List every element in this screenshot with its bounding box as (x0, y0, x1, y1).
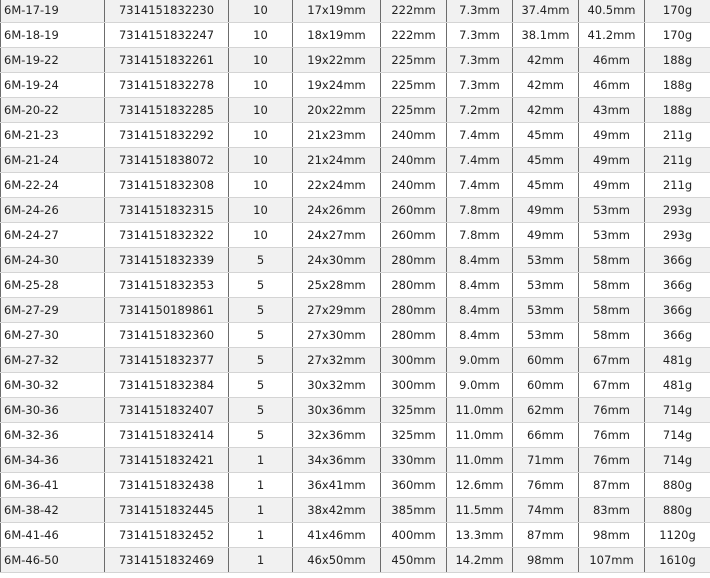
head-a-cell: 42mm (513, 98, 579, 123)
length-cell: 225mm (381, 98, 447, 123)
model-cell: 6M-27-30 (1, 323, 105, 348)
size-cell: 30x36mm (293, 398, 381, 423)
head-b-cell: 46mm (579, 73, 645, 98)
ean-cell: 7314151832261 (105, 48, 229, 73)
pack-qty-cell: 10 (229, 198, 293, 223)
ean-cell: 7314151832445 (105, 498, 229, 523)
head-b-cell: 49mm (579, 148, 645, 173)
table-row (1, 273, 710, 298)
head-b-cell: 58mm (579, 248, 645, 273)
weight-cell: 1610g (645, 548, 710, 573)
length-cell: 280mm (381, 273, 447, 298)
table-row (1, 173, 710, 198)
length-cell: 225mm (381, 73, 447, 98)
head-a-cell: 38.1mm (513, 23, 579, 48)
thickness-cell: 11.5mm (447, 498, 513, 523)
weight-cell: 366g (645, 273, 710, 298)
length-cell: 300mm (381, 373, 447, 398)
weight-cell: 714g (645, 448, 710, 473)
head-a-cell: 60mm (513, 348, 579, 373)
ean-cell: 7314151832438 (105, 473, 229, 498)
model-cell: 6M-27-32 (1, 348, 105, 373)
model-cell: 6M-41-46 (1, 523, 105, 548)
spec-table-body (1, 0, 710, 573)
pack-qty-cell: 10 (229, 48, 293, 73)
table-row (1, 373, 710, 398)
length-cell: 280mm (381, 248, 447, 273)
pack-qty-cell: 5 (229, 323, 293, 348)
length-cell: 325mm (381, 423, 447, 448)
head-b-cell: 58mm (579, 323, 645, 348)
size-cell: 20x22mm (293, 98, 381, 123)
thickness-cell: 7.4mm (447, 173, 513, 198)
weight-cell: 366g (645, 298, 710, 323)
head-a-cell: 62mm (513, 398, 579, 423)
pack-qty-cell: 1 (229, 473, 293, 498)
head-b-cell: 53mm (579, 223, 645, 248)
weight-cell: 366g (645, 248, 710, 273)
table-row (1, 123, 710, 148)
length-cell: 280mm (381, 298, 447, 323)
head-a-cell: 76mm (513, 473, 579, 498)
head-b-cell: 53mm (579, 198, 645, 223)
head-a-cell: 71mm (513, 448, 579, 473)
head-a-cell: 37.4mm (513, 0, 579, 23)
table-row (1, 48, 710, 73)
model-cell: 6M-21-23 (1, 123, 105, 148)
weight-cell: 188g (645, 48, 710, 73)
size-cell: 46x50mm (293, 548, 381, 573)
length-cell: 260mm (381, 223, 447, 248)
head-a-cell: 42mm (513, 73, 579, 98)
weight-cell: 211g (645, 173, 710, 198)
head-b-cell: 107mm (579, 548, 645, 573)
table-row (1, 423, 710, 448)
thickness-cell: 14.2mm (447, 548, 513, 573)
head-b-cell: 46mm (579, 48, 645, 73)
size-cell: 36x41mm (293, 473, 381, 498)
weight-cell: 293g (645, 198, 710, 223)
length-cell: 240mm (381, 173, 447, 198)
thickness-cell: 7.4mm (447, 123, 513, 148)
weight-cell: 293g (645, 223, 710, 248)
ean-cell: 7314151832285 (105, 98, 229, 123)
model-cell: 6M-30-36 (1, 398, 105, 423)
thickness-cell: 11.0mm (447, 423, 513, 448)
thickness-cell: 7.4mm (447, 148, 513, 173)
length-cell: 360mm (381, 473, 447, 498)
table-row (1, 148, 710, 173)
head-a-cell: 60mm (513, 373, 579, 398)
head-b-cell: 67mm (579, 348, 645, 373)
pack-qty-cell: 10 (229, 98, 293, 123)
model-cell: 6M-18-19 (1, 23, 105, 48)
head-b-cell: 67mm (579, 373, 645, 398)
ean-cell: 7314151832308 (105, 173, 229, 198)
thickness-cell: 8.4mm (447, 323, 513, 348)
size-cell: 24x30mm (293, 248, 381, 273)
model-cell: 6M-21-24 (1, 148, 105, 173)
pack-qty-cell: 1 (229, 523, 293, 548)
model-cell: 6M-30-32 (1, 373, 105, 398)
length-cell: 325mm (381, 398, 447, 423)
size-cell: 17x19mm (293, 0, 381, 23)
head-a-cell: 49mm (513, 198, 579, 223)
thickness-cell: 13.3mm (447, 523, 513, 548)
length-cell: 225mm (381, 48, 447, 73)
ean-cell: 7314151832315 (105, 198, 229, 223)
table-row (1, 248, 710, 273)
length-cell: 222mm (381, 23, 447, 48)
head-b-cell: 83mm (579, 498, 645, 523)
weight-cell: 880g (645, 473, 710, 498)
model-cell: 6M-27-29 (1, 298, 105, 323)
size-cell: 24x27mm (293, 223, 381, 248)
table-row (1, 473, 710, 498)
head-a-cell: 74mm (513, 498, 579, 523)
model-cell: 6M-20-22 (1, 98, 105, 123)
head-a-cell: 53mm (513, 298, 579, 323)
model-cell: 6M-32-36 (1, 423, 105, 448)
ean-cell: 7314151832452 (105, 523, 229, 548)
ean-cell: 7314151832360 (105, 323, 229, 348)
length-cell: 222mm (381, 0, 447, 23)
weight-cell: 188g (645, 98, 710, 123)
model-cell: 6M-19-22 (1, 48, 105, 73)
model-cell: 6M-22-24 (1, 173, 105, 198)
weight-cell: 880g (645, 498, 710, 523)
weight-cell: 211g (645, 148, 710, 173)
model-cell: 6M-25-28 (1, 273, 105, 298)
size-cell: 38x42mm (293, 498, 381, 523)
weight-cell: 170g (645, 0, 710, 23)
table-row (1, 223, 710, 248)
pack-qty-cell: 5 (229, 373, 293, 398)
pack-qty-cell: 1 (229, 448, 293, 473)
table-row (1, 398, 710, 423)
pack-qty-cell: 10 (229, 73, 293, 98)
pack-qty-cell: 5 (229, 298, 293, 323)
head-b-cell: 49mm (579, 173, 645, 198)
model-cell: 6M-46-50 (1, 548, 105, 573)
table-row (1, 348, 710, 373)
thickness-cell: 7.3mm (447, 73, 513, 98)
head-b-cell: 76mm (579, 448, 645, 473)
length-cell: 400mm (381, 523, 447, 548)
thickness-cell: 7.8mm (447, 223, 513, 248)
head-a-cell: 53mm (513, 273, 579, 298)
size-cell: 19x22mm (293, 48, 381, 73)
weight-cell: 481g (645, 373, 710, 398)
model-cell: 6M-34-36 (1, 448, 105, 473)
head-b-cell: 76mm (579, 423, 645, 448)
ean-cell: 7314151832278 (105, 73, 229, 98)
ean-cell: 7314151832384 (105, 373, 229, 398)
model-cell: 6M-17-19 (1, 0, 105, 23)
pack-qty-cell: 1 (229, 548, 293, 573)
head-b-cell: 41.2mm (579, 23, 645, 48)
table-row (1, 323, 710, 348)
head-a-cell: 42mm (513, 48, 579, 73)
model-cell: 6M-19-24 (1, 73, 105, 98)
head-a-cell: 45mm (513, 173, 579, 198)
thickness-cell: 7.3mm (447, 23, 513, 48)
ean-cell: 7314151832407 (105, 398, 229, 423)
thickness-cell: 9.0mm (447, 373, 513, 398)
head-b-cell: 58mm (579, 298, 645, 323)
length-cell: 240mm (381, 148, 447, 173)
thickness-cell: 11.0mm (447, 448, 513, 473)
ean-cell: 7314151832353 (105, 273, 229, 298)
ean-cell: 7314151838072 (105, 148, 229, 173)
pack-qty-cell: 1 (229, 498, 293, 523)
table-row (1, 498, 710, 523)
length-cell: 450mm (381, 548, 447, 573)
table-row (1, 0, 710, 23)
ean-cell: 7314151832247 (105, 23, 229, 48)
head-b-cell: 76mm (579, 398, 645, 423)
table-row (1, 523, 710, 548)
thickness-cell: 7.8mm (447, 198, 513, 223)
length-cell: 260mm (381, 198, 447, 223)
pack-qty-cell: 10 (229, 148, 293, 173)
table-row (1, 298, 710, 323)
length-cell: 385mm (381, 498, 447, 523)
head-a-cell: 98mm (513, 548, 579, 573)
head-a-cell: 87mm (513, 523, 579, 548)
ean-cell: 7314151832377 (105, 348, 229, 373)
size-cell: 25x28mm (293, 273, 381, 298)
thickness-cell: 11.0mm (447, 398, 513, 423)
head-a-cell: 45mm (513, 123, 579, 148)
weight-cell: 188g (645, 73, 710, 98)
pack-qty-cell: 10 (229, 23, 293, 48)
thickness-cell: 9.0mm (447, 348, 513, 373)
head-a-cell: 45mm (513, 148, 579, 173)
size-cell: 21x24mm (293, 148, 381, 173)
size-cell: 27x29mm (293, 298, 381, 323)
model-cell: 6M-24-30 (1, 248, 105, 273)
size-cell: 41x46mm (293, 523, 381, 548)
pack-qty-cell: 10 (229, 173, 293, 198)
ean-cell: 7314151832421 (105, 448, 229, 473)
weight-cell: 366g (645, 323, 710, 348)
pack-qty-cell: 5 (229, 348, 293, 373)
head-b-cell: 58mm (579, 273, 645, 298)
thickness-cell: 8.4mm (447, 298, 513, 323)
size-cell: 34x36mm (293, 448, 381, 473)
pack-qty-cell: 5 (229, 398, 293, 423)
table-row (1, 198, 710, 223)
pack-qty-cell: 10 (229, 123, 293, 148)
thickness-cell: 8.4mm (447, 248, 513, 273)
pack-qty-cell: 5 (229, 273, 293, 298)
model-cell: 6M-24-26 (1, 198, 105, 223)
size-cell: 22x24mm (293, 173, 381, 198)
model-cell: 6M-36-41 (1, 473, 105, 498)
head-b-cell: 98mm (579, 523, 645, 548)
length-cell: 240mm (381, 123, 447, 148)
weight-cell: 1120g (645, 523, 710, 548)
table-row (1, 98, 710, 123)
model-cell: 6M-38-42 (1, 498, 105, 523)
ean-cell: 7314151832414 (105, 423, 229, 448)
length-cell: 280mm (381, 323, 447, 348)
pack-qty-cell: 5 (229, 248, 293, 273)
thickness-cell: 7.3mm (447, 48, 513, 73)
pack-qty-cell: 5 (229, 423, 293, 448)
ean-cell: 7314150189861 (105, 298, 229, 323)
thickness-cell: 8.4mm (447, 273, 513, 298)
model-cell: 6M-24-27 (1, 223, 105, 248)
table-row (1, 548, 710, 573)
ean-cell: 7314151832339 (105, 248, 229, 273)
weight-cell: 714g (645, 398, 710, 423)
size-cell: 21x23mm (293, 123, 381, 148)
head-a-cell: 53mm (513, 248, 579, 273)
head-b-cell: 43mm (579, 98, 645, 123)
weight-cell: 170g (645, 23, 710, 48)
thickness-cell: 7.2mm (447, 98, 513, 123)
weight-cell: 714g (645, 423, 710, 448)
head-a-cell: 49mm (513, 223, 579, 248)
table-row (1, 23, 710, 48)
thickness-cell: 12.6mm (447, 473, 513, 498)
ean-cell: 7314151832292 (105, 123, 229, 148)
head-a-cell: 66mm (513, 423, 579, 448)
head-a-cell: 53mm (513, 323, 579, 348)
size-cell: 30x32mm (293, 373, 381, 398)
size-cell: 24x26mm (293, 198, 381, 223)
table-row (1, 448, 710, 473)
head-b-cell: 49mm (579, 123, 645, 148)
ean-cell: 7314151832322 (105, 223, 229, 248)
size-cell: 27x30mm (293, 323, 381, 348)
pack-qty-cell: 10 (229, 223, 293, 248)
length-cell: 300mm (381, 348, 447, 373)
weight-cell: 481g (645, 348, 710, 373)
size-cell: 32x36mm (293, 423, 381, 448)
length-cell: 330mm (381, 448, 447, 473)
ean-cell: 7314151832469 (105, 548, 229, 573)
size-cell: 27x32mm (293, 348, 381, 373)
size-cell: 18x19mm (293, 23, 381, 48)
weight-cell: 211g (645, 123, 710, 148)
ean-cell: 7314151832230 (105, 0, 229, 23)
pack-qty-cell: 10 (229, 0, 293, 23)
head-b-cell: 40.5mm (579, 0, 645, 23)
thickness-cell: 7.3mm (447, 0, 513, 23)
table-row (1, 73, 710, 98)
head-b-cell: 87mm (579, 473, 645, 498)
size-cell: 19x24mm (293, 73, 381, 98)
